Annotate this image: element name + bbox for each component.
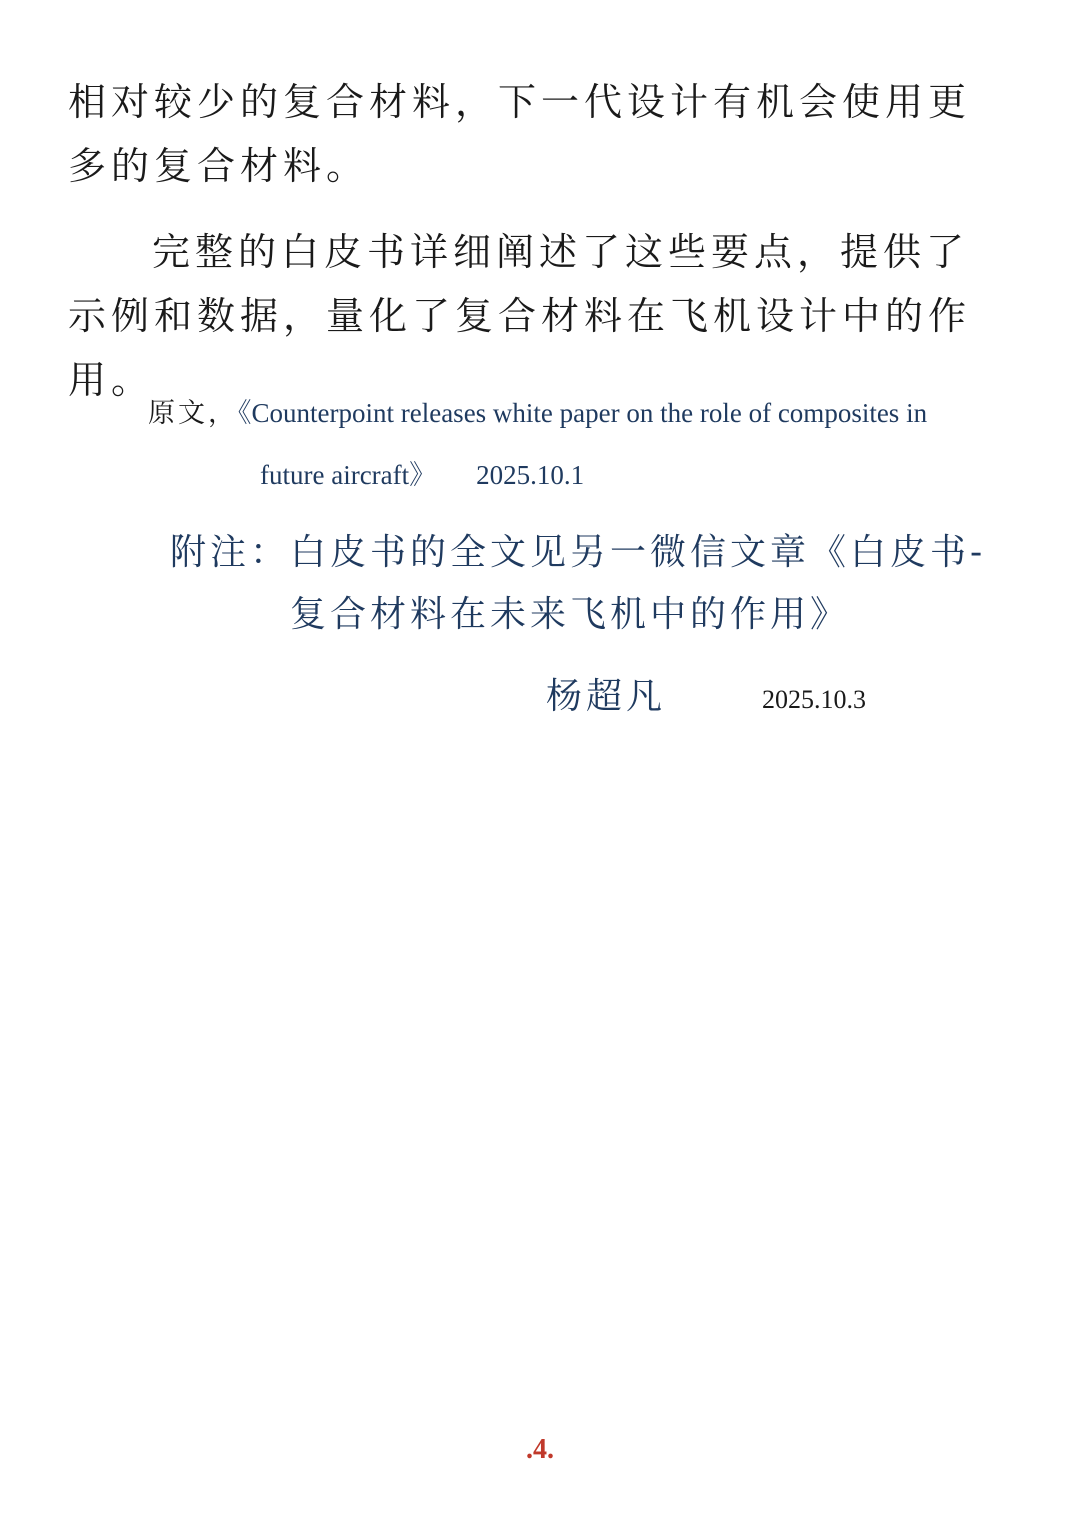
page-number: .4. — [526, 1434, 554, 1465]
source-title-line-1: 《Counterpoint releases white paper on the role of composites in — [238, 398, 928, 428]
body-paragraph-2: 完整的白皮书详细阐述了这些要点，提供了示例和数据，量化了复合材料在飞机设计中的作用。 — [68, 230, 972, 402]
source-title-line-2: future aircraft》 — [260, 460, 437, 490]
signature-date: 2025.10.3 — [762, 685, 867, 714]
footnote — [170, 522, 1000, 646]
source-label: 原文， — [148, 398, 238, 428]
footnote-line-1: 附注：白皮书的全文见另一微信文章《白皮书- — [170, 532, 987, 573]
author-name: 杨超凡 — [546, 676, 667, 717]
source-line-2 — [148, 444, 1008, 506]
footnote-line-2: 复合材料在未来飞机中的作用》 — [290, 594, 851, 635]
source-citation — [148, 382, 1008, 506]
source-date: 2025.10.1 — [476, 460, 585, 490]
body-paragraph-1: 相对较少的复合材料，下一代设计有机会使用更多的复合材料。 — [68, 80, 972, 188]
signature — [546, 668, 966, 719]
